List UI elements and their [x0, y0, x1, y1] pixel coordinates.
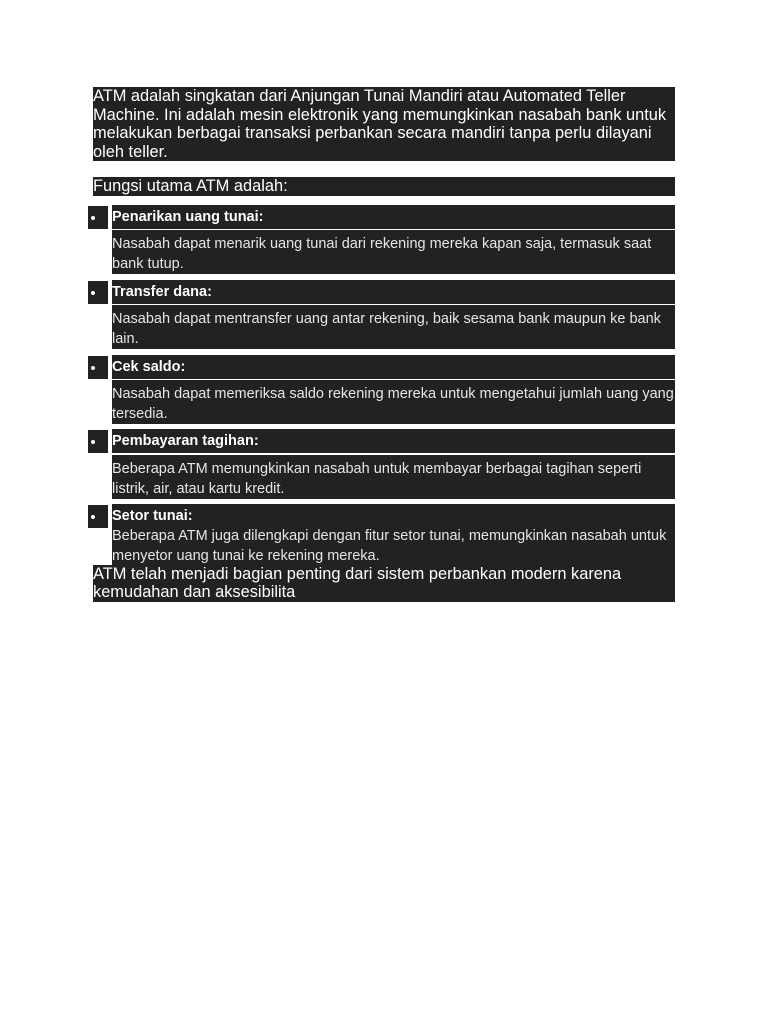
item-description: Nasabah dapat menarik uang tunai dari rekening mereka kapan saja, termasuk saat bank tutup.: [112, 230, 675, 274]
item-description: Nasabah dapat mentransfer uang antar rekening, baik sesama bank maupun ke bank lain.: [112, 305, 675, 349]
item-title: Setor tunai:: [112, 504, 675, 528]
fungsi-heading-block: [93, 177, 675, 196]
item-title: Pembayaran tagihan:: [112, 429, 675, 453]
closing-block: [93, 565, 675, 602]
bullet-icon: [88, 356, 108, 379]
bullet-icon: [88, 430, 108, 453]
item-description: Beberapa ATM juga dilengkapi dengan fitur setor tunai, memungkinkan nasabah untuk menyetor uang tunai ke rekening mereka.: [112, 524, 675, 565]
bullet-icon: [88, 281, 108, 304]
item-title: Cek saldo:: [112, 355, 675, 379]
bullet-icon: [88, 206, 108, 229]
intro-block: [93, 87, 675, 161]
item-description: Nasabah dapat memeriksa saldo rekening mereka untuk mengetahui jumlah uang yang tersedia.: [112, 380, 675, 424]
item-description: Beberapa ATM memungkinkan nasabah untuk membayar berbagai tagihan seperti listrik, air, atau kartu kredit.: [112, 455, 675, 499]
bullet-icon: [88, 505, 108, 528]
fungsi-heading: Fungsi utama ATM adalah:: [93, 177, 288, 195]
item-title: Penarikan uang tunai:: [112, 205, 675, 229]
closing-paragraph: ATM telah menjadi bagian penting dari sistem perbankan modern karena kemudahan dan aksesibilita: [93, 565, 622, 601]
item-title: Transfer dana:: [112, 280, 675, 304]
intro-paragraph: ATM adalah singkatan dari Anjungan Tunai Mandiri atau Automated Teller Machine. Ini adalah mesin elektronik yang memungkinkan nasabah bank untuk melakukan berbagai transaksi perbankan secara mandiri tanpa perlu dilayani oleh teller.: [93, 87, 667, 161]
